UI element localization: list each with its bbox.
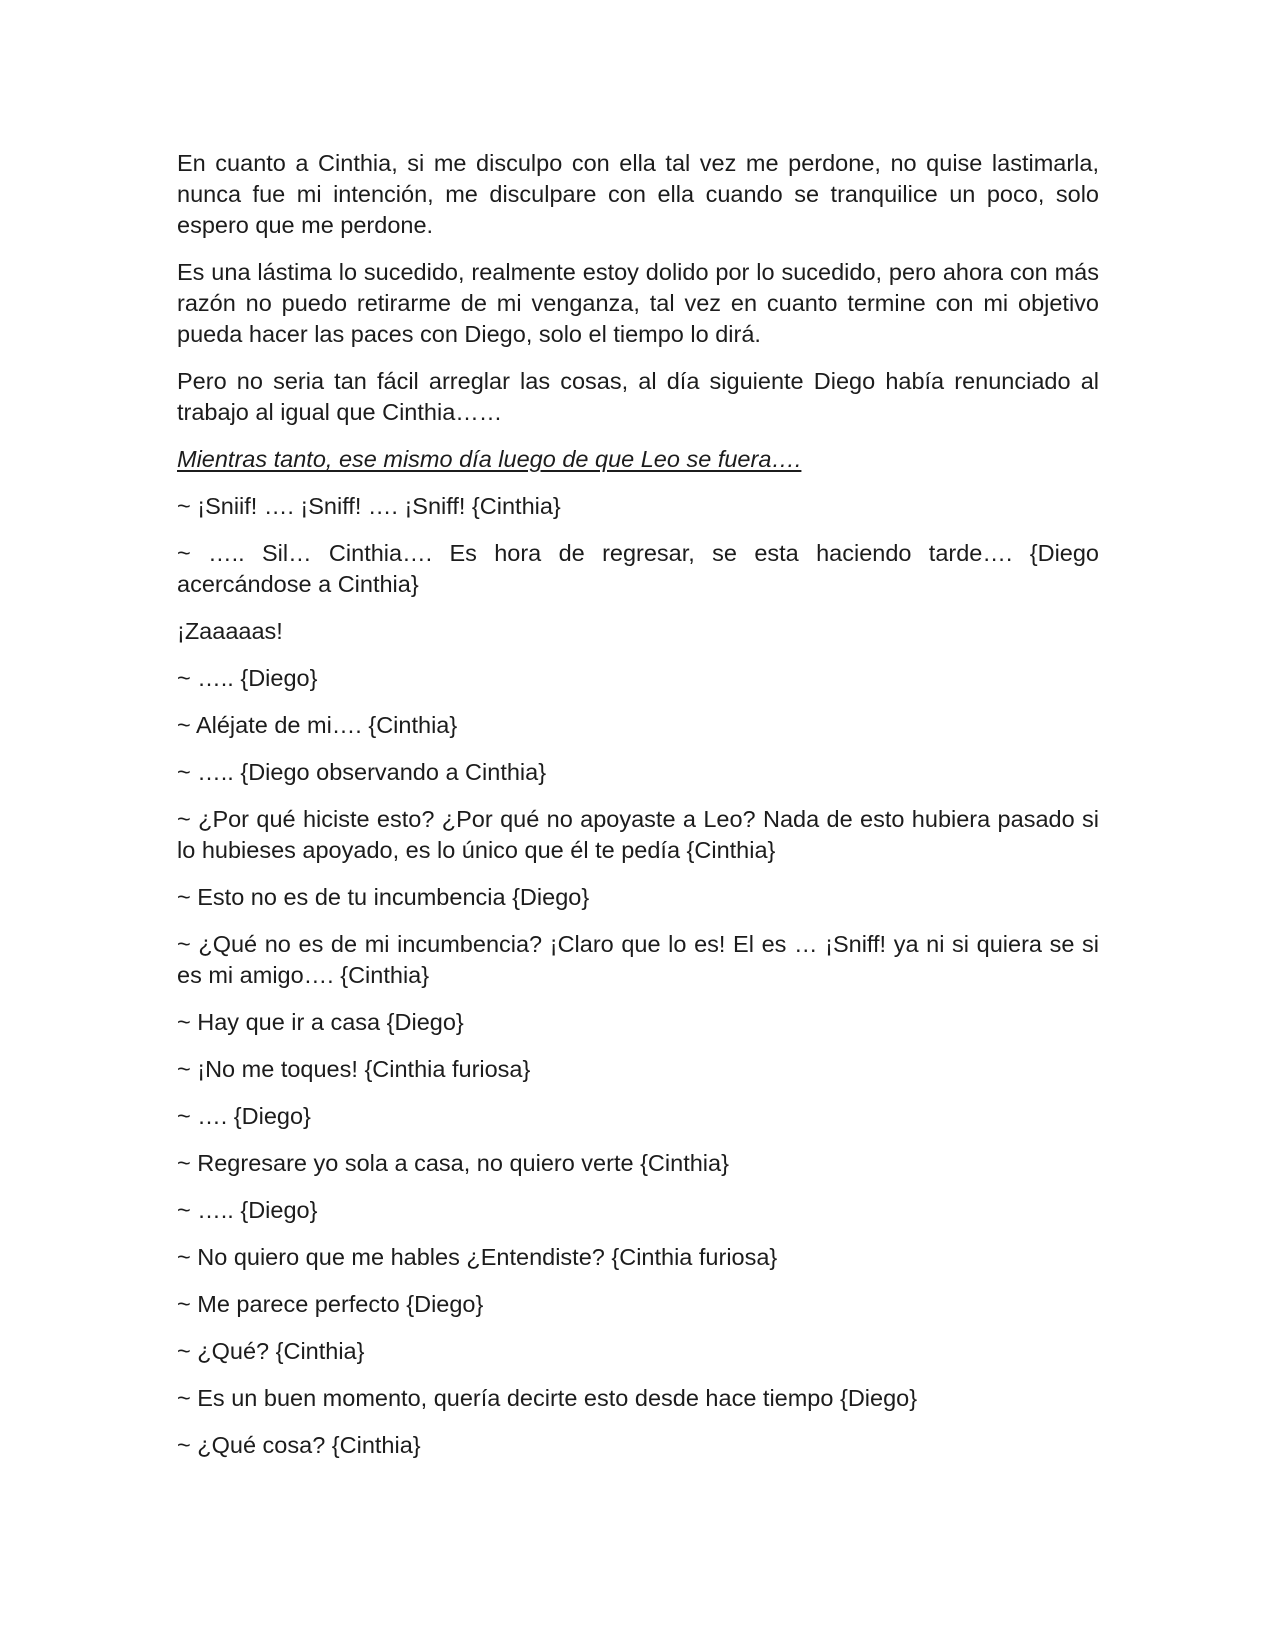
dialogue-line: ~ ¡No me toques! {Cinthia furiosa} — [177, 1056, 531, 1082]
dialogue-line: ~ ….. {Diego} — [177, 665, 318, 691]
dialogue-line: ~ ¿Qué? {Cinthia} — [177, 1338, 365, 1364]
paragraph: En cuanto a Cinthia, si me disculpo con ella tal vez me perdone, no quise lastimarla, nunca fue mi intención, me disculpare con ella cuando se tranquilice un poco, solo espero que me perdone. — [177, 150, 1099, 238]
dialogue-line: ~ No quiero que me hables ¿Entendiste? {Cinthia furiosa} — [177, 1244, 778, 1270]
dialogue-line: ~ ¡Sniif! …. ¡Sniff! …. ¡Sniff! {Cinthia} — [177, 493, 561, 519]
dialogue-line: ~ Esto no es de tu incumbencia {Diego} — [177, 884, 590, 910]
scene-heading: Mientras tanto, ese mismo día luego de que Leo se fuera…. — [177, 446, 802, 472]
dialogue-line: ~ …. {Diego} — [177, 1103, 311, 1129]
dialogue-line: ~ ¿Qué no es de mi incumbencia? ¡Claro que lo es! El es … ¡Sniff! ya ni si quiera se si es mi amigo…. {Cinthia} — [177, 931, 1099, 988]
dialogue-line: ~ Me parece perfecto {Diego} — [177, 1291, 484, 1317]
document-body — [177, 148, 1099, 1477]
dialogue-line: ~ ….. {Diego} — [177, 1197, 318, 1223]
dialogue-line: ~ Es un buen momento, quería decirte esto desde hace tiempo {Diego} — [177, 1385, 918, 1411]
dialogue-line: ¡Zaaaaas! — [177, 618, 283, 644]
dialogue-line: ~ Aléjate de mi…. {Cinthia} — [177, 712, 458, 738]
dialogue-line: ~ ….. {Diego observando a Cinthia} — [177, 759, 547, 785]
paragraph: Pero no seria tan fácil arreglar las cosas, al día siguiente Diego había renunciado al trabajo al igual que Cinthia…… — [177, 368, 1099, 425]
dialogue-line: ~ ….. Sil… Cinthia…. Es hora de regresar, se esta haciendo tarde…. {Diego acercándose a Cinthia} — [177, 540, 1099, 597]
dialogue-line: ~ ¿Qué cosa? {Cinthia} — [177, 1432, 421, 1458]
dialogue-line: ~ Regresare yo sola a casa, no quiero verte {Cinthia} — [177, 1150, 729, 1176]
dialogue-line: ~ Hay que ir a casa {Diego} — [177, 1009, 464, 1035]
paragraph: Es una lástima lo sucedido, realmente estoy dolido por lo sucedido, pero ahora con más razón no puedo retirarme de mi venganza, tal vez en cuanto termine con mi objetivo pueda hacer las paces con Diego, solo el tiempo lo dirá. — [177, 259, 1099, 347]
dialogue-line: ~ ¿Por qué hiciste esto? ¿Por qué no apoyaste a Leo? Nada de esto hubiera pasado si lo hubieses apoyado, es lo único que él te pedía {Cinthia} — [177, 806, 1099, 863]
